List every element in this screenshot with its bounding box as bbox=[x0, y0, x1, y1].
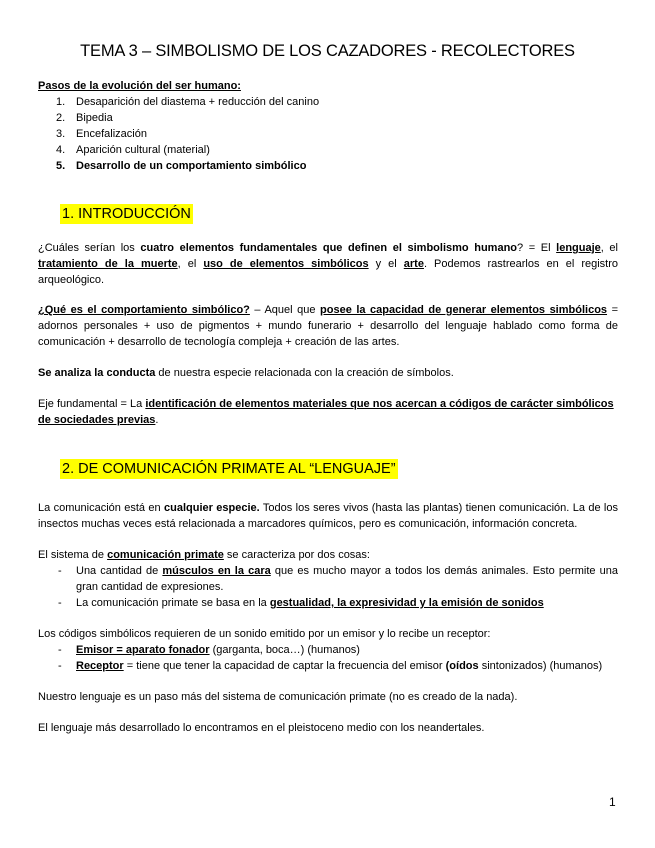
text-run: , el bbox=[177, 258, 204, 270]
emphasis: arte bbox=[403, 258, 424, 270]
list-item bbox=[56, 142, 618, 158]
list-intro: Los códigos simbólicos requieren de un sonido emitido por un emisor y lo recibe un receptor: bbox=[38, 628, 491, 640]
text-run: y el bbox=[368, 258, 404, 270]
bullet-dash: - bbox=[58, 660, 62, 672]
text-run: = tiene que tener la capacidad de captar la frecuencia del emisor bbox=[123, 660, 446, 672]
list-item bbox=[56, 126, 618, 142]
list-number: 1. bbox=[56, 96, 66, 108]
emphasis: identificación de elementos materiales que nos acercan a códigos de carácter simbólicos de sociedades previas bbox=[38, 398, 614, 426]
section-heading-text: 2. DE COMUNICACIÓN PRIMATE AL “LENGUAJE” bbox=[62, 461, 396, 477]
list-item-text: Encefalización bbox=[76, 128, 147, 140]
evolution-steps bbox=[38, 78, 618, 174]
emphasis: tratamiento de la muerte bbox=[38, 258, 178, 270]
emphasis: comunicación primate bbox=[107, 549, 224, 561]
list-item-text: Desaparición del diastema + reducción del canino bbox=[76, 96, 320, 108]
list-item bbox=[56, 94, 618, 110]
text-run: ¿Cuáles serían los bbox=[38, 242, 141, 254]
text-run: se caracteriza por dos cosas: bbox=[223, 549, 370, 561]
page-number: 1 bbox=[609, 795, 616, 809]
list-item bbox=[38, 642, 618, 658]
paragraph bbox=[38, 396, 618, 428]
text-run: La comunicación primate se basa en la bbox=[76, 597, 270, 609]
list-number: 4. bbox=[56, 144, 66, 156]
paragraph bbox=[38, 500, 618, 532]
text-run: Todos los seres vivos (hasta las plantas) tienen comunicación. La de los insectos muchas veces está relacionada a marcadores químicos, pero es comunicación, información concreta. bbox=[38, 502, 618, 530]
paragraph bbox=[38, 302, 618, 350]
text-run: . bbox=[155, 414, 159, 426]
text-run: El sistema de bbox=[38, 549, 108, 561]
bullet-dash: - bbox=[58, 597, 62, 609]
text-run: Eje fundamental = La bbox=[38, 398, 146, 410]
text-run: = adornos personales + uso de pigmentos + mundo funerario + desarrollo del lenguaje hablado como forma de comunicación + desarrollo de tecnología compleja + creación de las artes. bbox=[38, 304, 618, 348]
text-run: . Podemos rastrearlos en el registro arqueológico. bbox=[38, 258, 619, 286]
emphasis: (oídos bbox=[445, 660, 479, 672]
paragraph bbox=[38, 365, 618, 381]
bullet-dash: - bbox=[58, 565, 62, 577]
text-run: (garganta, boca…) (humanos) bbox=[209, 644, 360, 656]
section-heading-text: 1. INTRODUCCIÓN bbox=[62, 206, 191, 222]
list-number: 2. bbox=[56, 112, 66, 124]
section-heading-introduccion bbox=[58, 203, 195, 225]
list-item-text: Aparición cultural (material) bbox=[76, 144, 210, 156]
bullet-dash: - bbox=[58, 644, 62, 656]
list-item-text: Bipedia bbox=[76, 112, 113, 124]
steps-heading: Pasos de la evolución del ser humano: bbox=[38, 80, 241, 92]
paragraph: El lenguaje más desarrollado lo encontramos en el pleistoceno medio con los neandertales. bbox=[38, 722, 485, 734]
steps-list bbox=[38, 94, 618, 174]
emphasis: lenguaje bbox=[556, 242, 601, 254]
emphasis: Se analiza la conducta bbox=[38, 367, 156, 379]
list-item bbox=[38, 563, 618, 595]
list-number: 5. bbox=[56, 160, 66, 172]
list-item bbox=[38, 595, 618, 611]
text-run: La comunicación está en bbox=[38, 502, 165, 514]
emphasis: posee la capacidad de generar elementos simbólicos bbox=[320, 304, 608, 316]
text-run: – Aquel que bbox=[249, 304, 321, 316]
paragraph bbox=[38, 240, 618, 288]
text-run: , el bbox=[600, 242, 618, 254]
emphasis: cualquier especie. bbox=[164, 502, 260, 514]
emphasis: uso de elementos simbólicos bbox=[203, 258, 369, 270]
emphasis: Emisor = aparato fonador bbox=[76, 644, 210, 656]
list-intro bbox=[38, 547, 618, 563]
emphasis: músculos en la cara bbox=[162, 565, 271, 577]
text-run: ? = El bbox=[517, 242, 557, 254]
text-run: de nuestra especie relacionada con la creación de símbolos. bbox=[155, 367, 454, 379]
section-heading-comunicacion bbox=[58, 458, 400, 480]
paragraph bbox=[38, 547, 618, 611]
document-title: TEMA 3 – SIMBOLISMO DE LOS CAZADORES - RECOLECTORES bbox=[80, 42, 575, 60]
emphasis: ¿Qué es el comportamiento simbólico? bbox=[38, 304, 250, 316]
text-run: sintonizados) (humanos) bbox=[478, 660, 603, 672]
text-run: que es mucho mayor a todos los demás animales. Esto permite una gran cantidad de expresiones. bbox=[76, 565, 618, 593]
list-item-text: Desarrollo de un comportamiento simbólico bbox=[76, 160, 307, 172]
text-run: Una cantidad de bbox=[76, 565, 163, 577]
emphasis: gestualidad, la expresividad y la emisión de sonidos bbox=[269, 597, 544, 609]
paragraph bbox=[38, 626, 618, 674]
emphasis: Receptor bbox=[76, 660, 124, 672]
paragraph: Nuestro lenguaje es un paso más del sistema de comunicación primate (no es creado de la nada). bbox=[38, 691, 518, 703]
list-item bbox=[38, 658, 618, 674]
list-number: 3. bbox=[56, 128, 66, 140]
list-item bbox=[56, 158, 618, 174]
list-item bbox=[56, 110, 618, 126]
emphasis: cuatro elementos fundamentales que definen el simbolismo humano bbox=[140, 242, 518, 254]
